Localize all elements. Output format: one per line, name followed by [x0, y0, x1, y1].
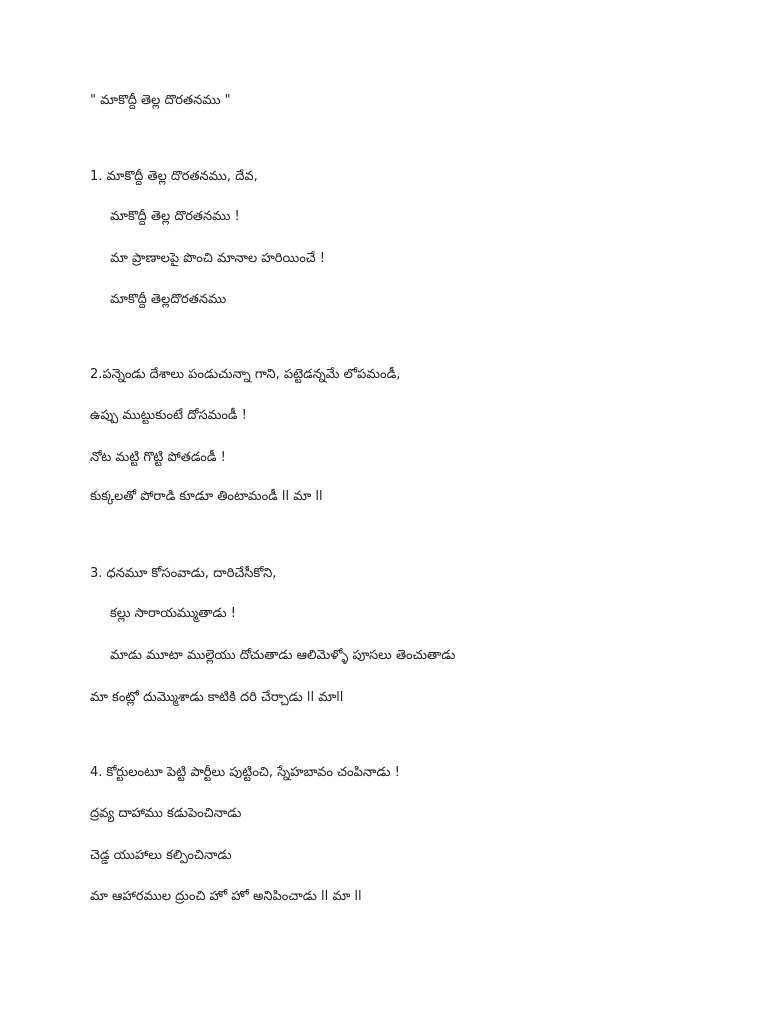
verse-3-line-1: 3. ధనమూ కోసంవాడు, దారిచేసీకోని, — [90, 566, 277, 581]
verse-3-line-3: మాడు మూటా ముల్లెయు దోచుతాడు ఆలిమెళ్ళో పూసలు తెంచుతాడు — [110, 648, 456, 663]
verse-2-line-4: కుక్కలతో పోరాడి కూడూ తింటామండీ ll మా ll — [90, 489, 323, 504]
verse-2-line-1: 2.పన్నెండు దేశాలు పండుచున్నా గాని, పట్టెడన్నమే లోపమండీ, — [90, 367, 401, 382]
document-title: " మాకొద్దీ తెల్ల దొరతనము " — [90, 93, 231, 108]
verse-1-line-2: మాకొద్దీ తెల్ల దొరతనము ! — [110, 209, 240, 224]
verse-2-line-2: ఉప్పు ముట్టుకుంటే దోసమండీ ! — [90, 408, 247, 423]
verse-3-line-2: కల్లు సారాయమ్ముతాడు ! — [110, 606, 236, 621]
verse-4-line-3: చెడ్డ యుహాలు కల్పించినాడు — [90, 848, 232, 863]
verse-1-line-3: మా ప్రాణాలపై పొంచి మానాల హరియించే ! — [110, 251, 326, 266]
verse-4-line-4: మా ఆహారముల ద్రుంచి హో హో అనిపించాడు ll మా ll — [90, 889, 362, 904]
verse-1-line-4: మాకొద్దీ తెల్లదొరతనము — [110, 292, 227, 307]
verse-3-line-4: మా కంట్లో దుమ్మొశాడు కాటికి దరి చేర్చాడు ll మాll — [90, 690, 344, 705]
verse-1-line-1: 1. మాకొద్దీ తెల్ల దొరతనము, దేవ, — [90, 169, 258, 184]
verse-4-line-1: 4. కోర్టులంటూ పెట్టి పార్టీలు పుట్టించి, స్నేహబావం చంపినాడు ! — [90, 765, 400, 780]
verse-2-line-3: నోట మట్టి గొట్టి పోతడండీ ! — [90, 450, 226, 465]
verse-4-line-2: ద్రవ్య దాహాము కడుపెంచినాడు — [90, 806, 242, 821]
